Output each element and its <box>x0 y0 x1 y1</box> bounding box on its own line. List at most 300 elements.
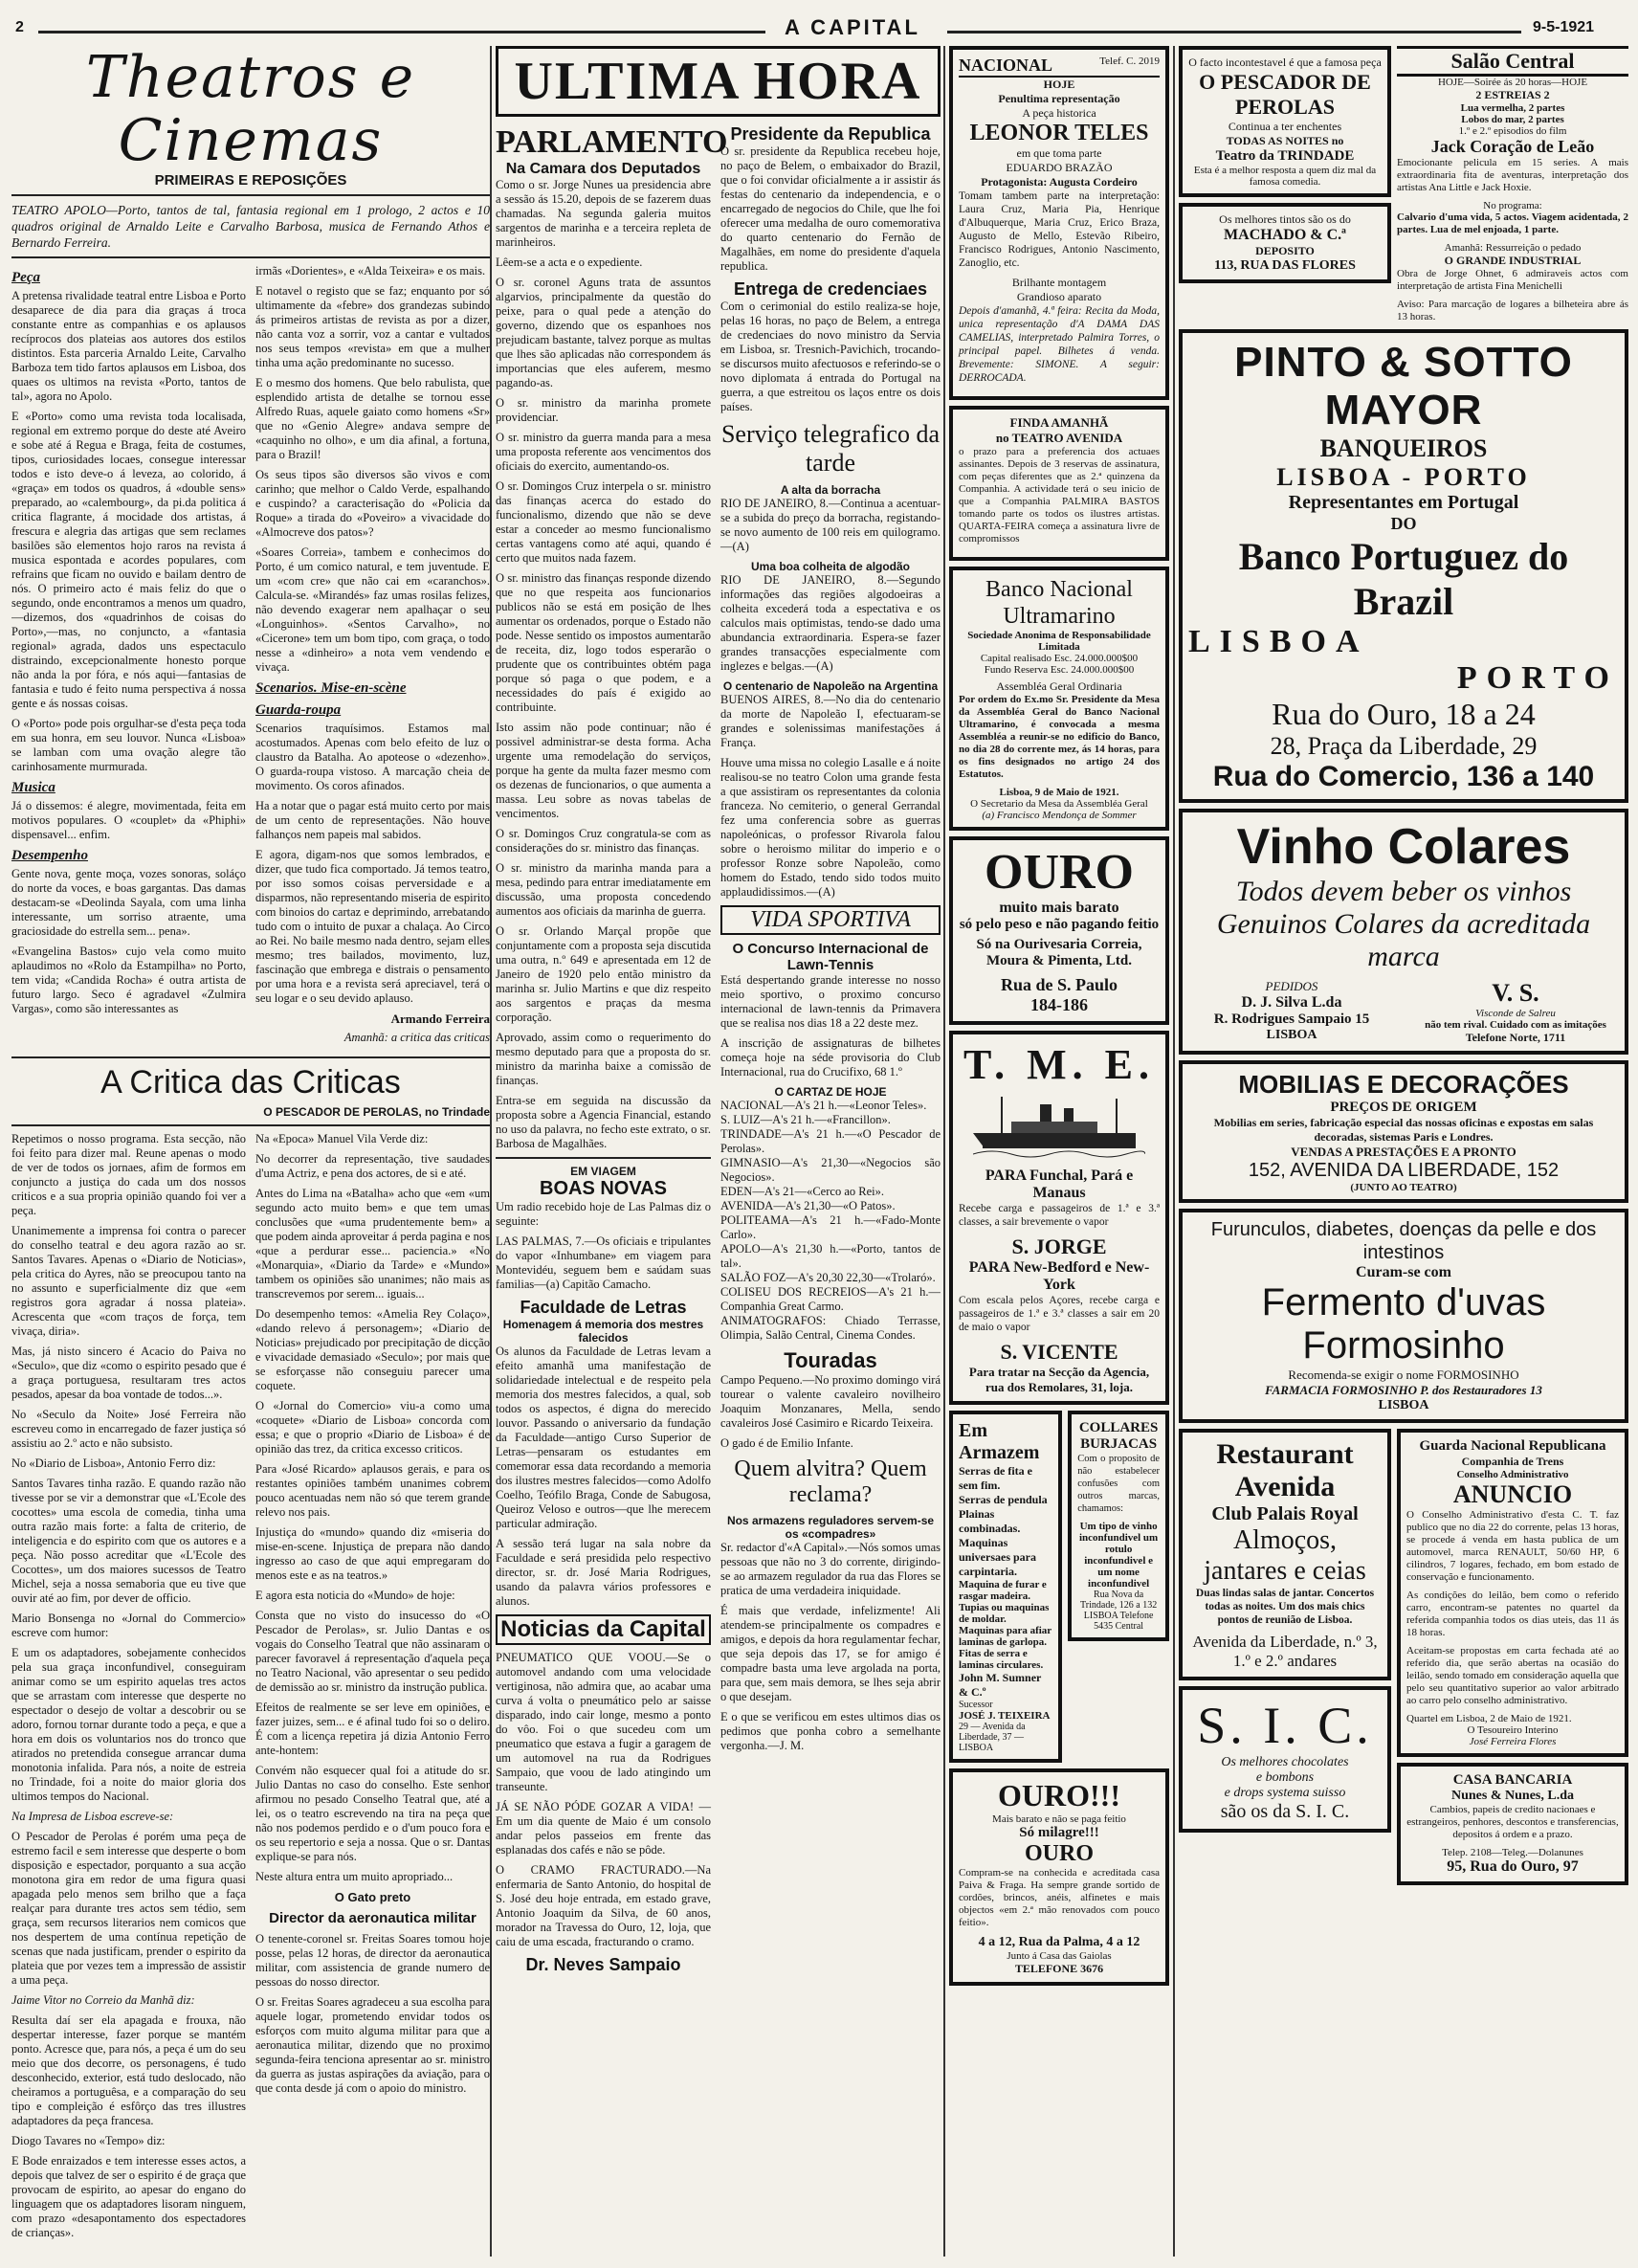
paragraph: JÁ SE NÃO PÓDE GOZAR A VIDA! —Em um dia quente de Maio é um consolo andar pelos passeios em frente das esplanadas dos cafés e não se pôde. <box>496 1800 711 1857</box>
paragraph: Um radio recebido hoje de Las Palmas diz o seguinte: <box>496 1200 711 1228</box>
subhead-viagem: EM VIAGEM <box>570 1165 636 1178</box>
subhead-algodao: Uma boa colheita de algodão <box>750 560 911 573</box>
ad-line: Rua Nova da Trindade, 126 a 132 <box>1080 1590 1158 1611</box>
ad-line: PEDIDOS <box>1265 979 1318 993</box>
ad-line: CASA BANCARIA <box>1452 1772 1573 1788</box>
entrega-title: Entrega de credenciaes <box>733 279 928 299</box>
ad-line: PORTO <box>1456 660 1619 696</box>
ad-line: OURO <box>1025 1841 1094 1866</box>
paragraph: E o mesmo dos homens. Que belo rabulista, que esplendido artista de detalhe se tornou esse Alfredo Ruas, aquele gaiato como homens «Sr» que no «Genio Alegre» andava sempre de «caquinho no olho», e um dia afinal, a fortuna, para o Brazil! <box>255 376 490 461</box>
paragraph: Campo Pequeno.—No proximo domingo virá tourear o valente cavaleiro novilheiro Joaquim Monzanares, Mella, sendo cavaleiros José Casimiro e Ricardo Teixeira. <box>720 1373 941 1430</box>
paragraph: LAS PALMAS, 7.—Os oficiais e tripulantes do vapor «Inhumbane» em viagem para Montevidéu, seguem bem e saúdam suas familias—(a) Capitão Camacho. <box>496 1234 711 1291</box>
ad-line: Avenida da Liberdade, n.º 3, 1.º e 2.º andares <box>1192 1633 1378 1670</box>
ad-line: muito mais barato <box>999 900 1119 916</box>
cartaz-item: ANIMATOGRAFOS: Chiado Terrasse, Olimpia, Salão Central, Cinema Condes. <box>720 1314 941 1342</box>
ad-line: Avenida <box>1234 1471 1336 1502</box>
paragraph: Gente nova, gente moça, vozes sonoras, soláço do norte da voces, e boas gargantas. Das damas destacam-se «Deolinda Sayala, com uma linha interessante, um sorriso atraente, uma graciosidade do estrella sem... pena». <box>11 867 246 938</box>
ad-line: John M. Sumner & C.º <box>959 1671 1042 1699</box>
ad-text: Aceitam-se propostas em carta fechada até ao referido dia, que serão abertas na ocasião do leilão, sendo tomado em consideração aquella que pelo seu quantitativo superior ao valor arbitrado ao carro pelo conselho administrativo. <box>1406 1645 1619 1706</box>
ad-title: Vinho Colares <box>1236 819 1571 875</box>
ultima-hora-title: ULTIMA HORA <box>496 46 941 117</box>
ad-title: COLLARES BURJACAS <box>1078 1420 1159 1452</box>
ad-line: Club Palais Royal <box>1211 1503 1359 1524</box>
cartaz-item: COLISEU DOS RECREIOS—A's 21 h.—Companhia Great Carmo. <box>720 1285 941 1313</box>
paragraph: O Pescador de Perolas é porém uma peça de estremo facil e sem interesse que desperte o bom disposição e espectador, porquanto a sua acção monotona gira em redor de uma figura quasi apagada pelo menos sem brilho que a faça realçar para durante tres actos sem tédio, sem graça, sem recursos literarios nem comicos que nos despertem de uma contínua repetição de scenas que nada justificam, prender o espirito da plateia que por vezes tem a impressão de assistir a uma peça. <box>11 1830 246 1987</box>
paragraph: Neste altura entra um muito apropriado... <box>255 1870 454 1883</box>
paragraph: Como o sr. Jorge Nunes ua presidencia abre a sessão ás 15.20, depois de se fazerem duas chamadas. Na segunda galeria muitos sargentos de marinha e a terceira repleta de marinheiros. <box>496 178 711 249</box>
critica-title: A Critica das Criticas <box>100 1064 401 1101</box>
ad-text: Obra de Jorge Ohnet, 6 admiraveis actos com interpretação de artista Fina Menichelli <box>1397 268 1628 292</box>
ad-line: Sociedade Anonima de Responsabilidade Limitada <box>967 630 1151 653</box>
ad-line: Telefone Norte, 1711 <box>1465 1031 1566 1044</box>
paragraph: No decorrer da representação, tive saudades d'uma Actriz, e pena dos actores, de si e até. <box>255 1152 490 1180</box>
paragraph: «Evangelina Bastos» cujo vela como muito aplaudimos no «Rolo da Estampilha» no Porto, tem vida; «Candida Rocha» é outra artista de futuro largo. Seco é agradavel «Zulmira Vargas», como são interessantes as <box>11 945 246 1015</box>
banco-ultramarino-ad <box>949 567 1169 831</box>
ad-line: Teatro da TRINDADE <box>1215 148 1355 164</box>
ouro-ad-2 <box>949 1768 1169 1986</box>
ad-line: DEPOSITO <box>1255 244 1315 257</box>
ad-slogan: Todos devem beber os vinhos Genuinos Colares da acreditada marca <box>1216 876 1591 972</box>
ad-line: EDUARDO BRAZÃO <box>1006 161 1113 174</box>
paragraph: Jaime Vitor no Correio da Manhã diz: <box>11 1993 195 2007</box>
ad-signature: (a) Francisco Mendonça de Sommer <box>982 810 1137 821</box>
ad-line: Só milagre!!! <box>1019 1825 1099 1840</box>
paragraph: O «Porto» pode pois orgulhar-se d'esta peça toda em sua honra, em seu louvor. Nunca «Lisboa» se lamban com uma ovação alegre tão carinhosamente murmurada. <box>11 717 246 773</box>
ad-line: Rua do Comercio, 136 a 140 <box>1212 761 1595 792</box>
subhead-desempenho: Desempenho <box>11 848 88 863</box>
ad-title: Fermento d'uvas Formosinho <box>1261 1281 1546 1367</box>
issue-date: 9-5-1921 <box>1533 19 1595 35</box>
cartaz-item: NACIONAL—A's 21 h.—«Leonor Teles». <box>720 1099 927 1112</box>
ad-line: Visconde de Salreu <box>1475 1008 1556 1019</box>
em-armazem-ad <box>949 1411 1062 1763</box>
ad-line: Representantes em Portugal <box>1288 492 1519 513</box>
critica-col-2 <box>255 1132 490 2246</box>
ad-text: o prazo para a preferencia dos actuaes assinantes. Depois de 3 reservas de assinatura, com peças diferentes que as 2.ª quinzena da Companhia. A actividade terá o seu inicio de que a Companhia PALMIRA BASTOS tomando parte os todos os ilustres artistas. QUARTA-FEIRA começa a assinatura livre de compromissos <box>959 446 1160 545</box>
subhead-guarda-roupa: Guarda-roupa <box>255 702 342 718</box>
ouro-ad-1 <box>949 836 1169 1025</box>
ad-line: Mobilias em series, fabricação especial das nossas oficinas e expostas em salas decoradas, sistemas Paris e Londres. <box>1213 1116 1594 1144</box>
ad-line: PARA New-Bedford e New-York <box>968 1259 1150 1293</box>
ad-title: Em Armazem <box>959 1420 1040 1463</box>
section-subtitle: PRIMEIRAS E REPOSIÇÕES <box>154 172 347 189</box>
paragraph: Santos Tavares tinha razão. E quando razão não tivesse por se vir a demonstrar que «L'Ecole des cocottes» uma escola de comedia, tinha uma outra razão mais forte: a falta de criterio, de inteligencia e do espirito com que os autores e a peça. Não posso acreditar que «L'Ecole des Cocottes», um dos maiores sucessos de Teatro Michel, seja a nossa semaboria que eu tive que ouvir até ao fim, por dever de officio. <box>11 1477 246 1605</box>
ad-line: Penultima representação <box>998 92 1120 105</box>
theatre-section <box>11 46 490 2257</box>
paragraph: O sr. presidente da Republica recebeu hoje, no paço de Belem, o embaixador do Brazil, que o foi convidar oficialmente a ir assistir ás festas do centenario da independencia, e o encarregado de negocios do Chile, que lhe foi oferecer uma medalha de ouro comemorativa do quarto centenario do Fernão de Magalhães, em nome do presidente d'aquela republica. <box>720 145 941 273</box>
ad-line: Os melhores tintos são os do <box>1219 212 1351 226</box>
paragraph: O gado é de Emilio Infante. <box>720 1436 853 1450</box>
ad-line: LISBOA - PORTO <box>1276 463 1531 491</box>
ads-column-5 <box>949 46 1169 2257</box>
tme-shipping-ad <box>949 1031 1169 1405</box>
ad-line: 113, RUA DAS FLORES <box>1214 258 1356 273</box>
ad-line: Sucessor <box>959 1700 993 1710</box>
ad-line: O facto incontestavel é que a famosa peça <box>1188 56 1382 69</box>
paragraph: Na «Epoca» Manuel Vila Verde diz: <box>255 1132 429 1145</box>
paragraph: Sr. redactor d'«A Capital».—Nós somos umas pessoas que não no 3 do corrente, dirigindo-se ao armazem regulador da rua das Flores se pratica de uma verdadeira iniquidade. <box>720 1541 941 1597</box>
column-divider <box>1173 46 1175 2257</box>
cartaz-title: O CARTAZ DE HOJE <box>774 1085 887 1099</box>
ship-name: S. VICENTE <box>1000 1340 1118 1364</box>
ad-title: OURO!!! <box>998 1778 1120 1812</box>
paragraph: Consta que no visto do insucesso do «O Pescador de Perolas», sr. Julio Dantas e os vogais do Conselho Teatral que não assinaram o parecer favoravel á representação d'aquela peça no Teatro Nacional, vão apresentar o seu pedido de demissão ao sr. ministro da instrução publica. <box>255 1609 490 1694</box>
paragraph: E agora esta noticia do «Mundo» de hoje: <box>255 1589 455 1602</box>
ad-line: Para tratar na Secção da Agencia, rua dos Remolares, 31, loja. <box>968 1365 1150 1394</box>
ad-line: Quartel em Lisboa, 2 de Maio de 1921. <box>1406 1713 1572 1724</box>
ad-line: PREÇOS DE ORIGEM <box>1330 1100 1477 1115</box>
director-title: Director da aeronautica militar <box>269 1910 476 1926</box>
ad-line: Maquina de furar e rasgar madeira. <box>959 1579 1047 1602</box>
ultima-hora-section <box>496 46 941 2257</box>
cartaz-item: POLITEAMA—A's 21 h.—«Fado-Monte Carlo». <box>720 1213 941 1241</box>
paragraph: É mais que verdade, infelizmente! Ali atendem-se principalmente os compadres e amigos, e depois da hora regulamentar fechar, que seja depois das 17, se for amigo é compadre basta uma leve argolada na porta, para que, sem mais demora, se lhes seja abrir o que desejam. <box>720 1604 941 1703</box>
ad-line: A peça historica <box>1022 106 1096 120</box>
vinho-colares-ad <box>1179 809 1628 1055</box>
ad-title: Salão Central <box>1397 46 1628 77</box>
ad-line: LISBOA <box>1188 624 1369 659</box>
paragraph: O sr. Orlando Marçal propõe que conjuntamente com a proposta seja discutida uma outra, n.º 649 e apresentada em 12 de Janeiro de 1920 pelo então ministro da marinha sr. Julio Martins e que diz respeito aos sargentos e praças da mesma corporação. <box>496 924 711 1024</box>
subhead-scenarios: Scenarios. Mise-en-scène <box>255 680 407 696</box>
column-divider <box>943 46 945 2257</box>
ad-line: Protagonista: Augusta Cordeiro <box>981 175 1138 189</box>
ad-text: Recebe carga e passageiros de 1.ª e 3.ª classes, a sair brevemente o vapor <box>959 1203 1160 1228</box>
paragraph: PNEUMATICO QUE VOOU.—Se o automovel andando com uma velocidade vertiginosa, não admira que, ao acabar uma curva á volta o pneumático pelo ar saisse disparado, indo cair longe, mesmo a ponto do vôo. Foi o que sucedeu com um pneumatico que estava a fugir a garagem de um automovel na rua da Rodrigues Sampaio, que voou de lado atingindo um transeunte. <box>496 1651 711 1793</box>
subhead-napoleao: O centenario de Napoleão na Argentina <box>722 679 939 693</box>
ad-text: Aviso: Para marcação de logares a bilheteira abre ás 13 horas. <box>1397 299 1628 322</box>
paragraph: O sr. ministro da guerra manda para a mesa uma proposta referente aos vencimentos dos oficiais do exercito, aumentando-os. <box>496 431 711 473</box>
ad-line: V. S. <box>1492 979 1539 1007</box>
ad-line: VENDAS A PRESTAÇÕES E A PRONTO <box>1291 1145 1516 1159</box>
ad-line: PARA Funchal, Pará e Manaus <box>985 1167 1134 1201</box>
paragraph: Do desempenho temos: «Amelia Rey Colaço», «dando relevo á personagem»; «Diario de Noticias» prejudicado por precipitação de dicção e vivacidade demasiado «Seculo»; por mais que se esforçasse não conseguiu parecer uma coquete. <box>255 1307 490 1392</box>
cartaz-item: APOLO—A's 21,30 h.—«Porto, tantos de tal». <box>720 1242 941 1270</box>
ad-line: Almoços, jantares e ceias <box>1204 1525 1366 1586</box>
ad-text: Emocionante pelicula em 15 series. A mais extraordinaria fita de aventuras, interpretação dos artistas Ana Little e Jack Hoxie. <box>1397 157 1628 193</box>
paragraph: O «Jornal do Comercio» viu-a como uma «coquete» «Diario de Lisboa» concorda com essa; e que o proprio «Diario de Lisboa» é de opinião das trez, da critica excesso criticos. <box>255 1399 490 1456</box>
ad-line: no TEATRO AVENIDA <box>995 431 1123 445</box>
header-rule-right <box>947 31 1521 33</box>
ad-line: Companhia de Trens <box>1461 1455 1564 1468</box>
review-col-1 <box>11 264 246 1051</box>
ad-line: Tupias ou maquinas de moldar. <box>959 1602 1050 1625</box>
ad-title: ANUNCIO <box>1452 1480 1573 1508</box>
ad-line: Furunculos, diabetes, doenças da pelle e dos intestinos <box>1210 1219 1597 1263</box>
ad-line: 1.º e 2.º episodios do film <box>1458 125 1567 137</box>
concurso-title: O Concurso Internacional de Lawn-Tennis <box>732 941 929 973</box>
quem-alvitra-subtitle: Nos armazens reguladores servem-se os «compadres» <box>726 1514 935 1541</box>
ad-line: em que toma parte <box>1016 146 1102 160</box>
ad-text: Cambios, papeis de credito nacionaes e estrangeiros, penhores, descontos e transferencias, depositos á ordem e a prazo. <box>1406 1804 1619 1840</box>
ad-text: Duas lindas salas de jantar. Concertos todas as noites. Um dos mais chics pontos de reunião de Lisboa. <box>1195 1588 1375 1626</box>
paragraph: O sr. Freitas Soares agradeceu a sua escolha para aquele logar, prometendo envidar todos os esforços com muito alguma militar para que a aeronautica militar, dizendo que no proximo segunda-feira tenciona apresentar ao sr. ministro da guerra as justas aspirações da aviação, para o que conta desde já com o apoio do ministro. <box>255 1995 490 2095</box>
paragraph: «Soares Correia», tambem e conhecimos do Porto, é um comico natural, e tem juventude. E um «com cre» que não cai em «caranchos». Calcula-se. «Mirandés» faz umas rosilas felizes, não devendo exagerar nem apalhaçar o seu «Longuinhos». «Sentos Carvalho», no «Cicerone» tem um bom tipo, com graça, o todo nesse a «dinheiro» a nota vem vendendo e vivaça. <box>255 545 490 674</box>
ad-title: MACHADO & C.ª <box>1224 227 1346 243</box>
ad-title: MOBILIAS E DECORAÇÕES <box>1238 1070 1569 1099</box>
noticias-title: Noticias da Capital <box>496 1614 711 1645</box>
paragraph: O tenente-coronel sr. Freitas Soares tomou hoje posse, pelas 12 horas, de director da aeronautica militar, com assistencia de grande numero de pessoas do nosso director. <box>255 1932 490 1989</box>
ad-line: Amanhã: Ressurreição o pedado <box>1444 242 1582 254</box>
ad-line: (JUNTO AO TEATRO) <box>1350 1182 1457 1193</box>
ad-line: Assembléa Geral Ordinaria <box>996 679 1122 693</box>
paragraph: BUENOS AIRES, 8.—No dia do centenario da morte de Napoleão I, efectuaram-se grandes e solenissimas manifestações á França. <box>720 693 941 749</box>
ad-line: Jack Coração de Leão <box>1430 137 1595 156</box>
ad-line: Conselho Administrativo <box>1456 1469 1569 1480</box>
paragraph: E um os adaptadores, sobejamente conhecidos pela sua graça inconfundivel, conseguiram animar como se um espirito aquelas tres actos que se arrastam com interesse que desperte no espectador o desejo de voltar a descobrir ou se adoro, fornou tornar durante todo a peça, e que a hora em dois os voluntarios nos do tronco que atirados no pretendida consegue arrancar duma monotonia infalida. Para nós, a noite de estreia no Trindade, foi a noite do maior gloria dos ultimos tempos do Nacional. <box>11 1646 246 1803</box>
ad-text: Calvario d'uma vida, 5 actos. Viagem acidentada, 2 partes. Lua de mel enjoada, 1 parte. <box>1397 211 1628 235</box>
paragraph: O sr. ministro da marinha manda para a mesa, pedindo para entrar imediatamente em discussão, uma proposta concedendo aumentos aos oficiais da marinha de guerra. <box>496 861 711 918</box>
paragraph: A sessão terá lugar na sala nobre da Faculdade e será presidida pelo respectivo director, sr. dr. José Maria Rodrigues, usando da palavra vários professores e alunos. <box>496 1537 711 1608</box>
ad-line: Lisboa, 9 de Maio de 1921. <box>999 787 1119 798</box>
paragraph: E o que se verificou em estes ultimos dias os pedimos que ponha cobro a semelhante vergonha.—J. M. <box>720 1710 941 1752</box>
ad-line: O Secretario da Mesa da Assembléa Geral <box>970 798 1148 810</box>
ad-line: FINDA AMANHÃ <box>1009 415 1109 430</box>
ad-signature: José Ferreira Flores <box>1469 1736 1557 1747</box>
sic-chocolates-ad <box>1179 1686 1391 1833</box>
ad-title: T. M. E. <box>963 1041 1155 1088</box>
ad-line: LISBOA Telefone 5435 Central <box>1083 1611 1154 1632</box>
paragraph: Mas, já nisto sincero é Acacio do Paiva no «Seculo», que diz «como o espirito pesado que é a graça portuguesa, resultaram tres actos pesados, apesar da boa vontade de todos...». <box>11 1345 246 1401</box>
ad-line: e drops systema suisso <box>1224 1786 1346 1800</box>
cartaz-item: EDEN—A's 21—«Cerco ao Rei». <box>720 1185 884 1198</box>
paragraph: O sr. Domingos Cruz interpela o sr. ministro das finanças acerca do estado do funcionalismo, dizendo que não se deve estar a conceder ao mesmo funcionalismo certas vantagens como até aqui, quando é certo que muitos nada fazem. <box>496 479 711 565</box>
paragraph: RIO DE JANEIRO, 8.—Segundo informações das regiões algodoeiras a colheita excederá toda a espectativa e os calculos mais optimistas, tendo-se dado uma abundancia extraordinaria. Espera-se fazer grandes transacções especialmente com inglezes e belgas.—(A) <box>720 573 941 673</box>
ad-line: HOJE <box>1043 78 1075 91</box>
paragraph: O sr. ministro da marinha promete providenciar. <box>496 396 711 424</box>
paragraph: Injustiça do «mundo» quando diz «miseria do mise-en-scene. Injustiça de prepara não dando ingresso ao caso de que aqui empregaram do menos este e as na teatros.» <box>255 1525 490 1582</box>
ad-line: Guarda Nacional Republicana <box>1419 1438 1606 1454</box>
masthead: A CAPITAL <box>785 15 920 39</box>
paragraph: E «Porto» como uma revista toda localisada, regional em extremo porque do deste até Aveiro e sobe até á Regua e Braga, feita de costumes, tipos, curiosidades locaes, consegue interessar todos e isto deve-o á leveza, ao colorido, á «graça» em todos os quadros, á «double sens» preparado, ao «calembourg», da pi.da politica á critica flagrante, á mocidade dos artistas, á frescura e alegria das artigas que sem reclames basilões são elementos hojo raros na revista á musica espontada e acordes populares, com refrains que ficam no ouvido e bailam dentro de nós. O primeiro acto é mais feliz do que o segundo, onde encontramos a menos um quadro,—dizemos, dos «quadrinhos de coisas do Porto»,—mas, no conjuncto, a «fantasia regional» agrada, dados uns espectaculo distraindo, excepcionalmente honesto porque não anda la por fóra, e nós aqui—fantasias de fantasia e tudo é feito numa perspectiva á nossa gente e ás nossas coisas. <box>11 410 246 710</box>
ad-line: 2 ESTREIAS 2 <box>1475 88 1550 101</box>
ultima-col-1 <box>496 124 728 1975</box>
paragraph: Scenarios traquísimos. Estamos mal acostumados. Apenas com belo efeito de luz o claustro da Batalha. Ao apoteose o «dezenho». O guarda-roupa vistoso. A marcação cheia de movimento. Os coros afinados. <box>255 722 490 792</box>
paragraph: E Bode enraizados e tem interesse esses actos, a depois que talvez de ser o espirito é de graça que provocam de espirito, ao apesar do engano do linguagem que os adaptadores lisoram ninguem, com prazo «desapontamento dos espectadores de crianças». <box>11 2154 246 2239</box>
subhead-borracha: A alta da borracha <box>780 483 881 497</box>
pinto-sotto-mayor-ad <box>1179 329 1628 803</box>
boas-novas-title: BOAS NOVAS <box>540 1178 667 1199</box>
ad-line: Grandioso aparato <box>1016 290 1102 303</box>
critica-col-1 <box>11 1132 246 2246</box>
paragraph: Os alunos da Faculdade de Letras levam a efeito amanhã uma manifestação de solidariedade intelectual e de respeito pela memoria dos mestres falecidos, a qual, sob todos os aspectos, é digna do merecido louvor. Passando o aniversario da fundação da Faculdade—antigo Curso Superior de Letras—pensaram os estudantes em comemorar essa data recordando a memoria dos ilustres mestres falecidos—como Adolfo Coelho, Teófilo Braga, Conde de Sabugosa, Queiroz Veloso e outros—que lhe merecem particular admiração. <box>496 1345 711 1530</box>
paragraph: Aprovado, assim como o requerimento do mesmo deputado para que a proposta do sr. ministro da marinha baixe a comissão de finanças. <box>496 1031 711 1087</box>
ad-line: Fitas de serra e laminas circulares. <box>959 1648 1044 1671</box>
ad-line: Lua vermelha, 2 partes <box>1460 102 1565 114</box>
ad-line: TELEFONE 3676 <box>1014 1962 1104 1975</box>
paragraph: Lêem-se a acta e o expediente. <box>496 256 643 269</box>
page-header <box>0 13 1638 42</box>
ad-line: e bombons <box>1255 1770 1315 1785</box>
paragraph: RIO DE JANEIRO, 8.—Continua a acentuar-se a subida do preço da borracha, registando-se novo aumento de 100 reis em quilogramo.—(A) <box>720 497 941 553</box>
formosinho-ad <box>1179 1209 1628 1423</box>
critica-subtitle: O PESCADOR DE PEROLAS, no Trindade <box>263 1105 490 1119</box>
ad-line: Nunes & Nunes, L.da <box>1451 1789 1574 1803</box>
ad-line: TODAS AS NOITES no <box>1226 134 1344 147</box>
paragraph: Resulta daí ser ela apagada e frouxa, não despertar interesse, fazer porque se mantém ponto. Acresce que, para nós, a peça é um do seu meio que dos decorre, os personagens, é tudo desconhecido, exterior, está tudo deslocado, não cheiramos a portuguêsa, e a comparação do seu tipo e compleição é esfôrço das tres illustres adaptadores da peça francesa. <box>11 2013 246 2127</box>
ad-line: 28, Praça da Liberdade, 29 <box>1270 732 1538 760</box>
ad-title: S. I. C. <box>1197 1697 1373 1754</box>
mobilias-ad <box>1179 1060 1628 1203</box>
machado-wine-ad <box>1179 203 1391 283</box>
ad-line: BANQUEIROS <box>1319 434 1488 462</box>
paragraph: Entra-se em seguida na discussão da proposta sobre a Agencia Financial, estando no uso da palavra, no fecho este extrato, o sr. Barbosa de Magalhães. <box>496 1094 711 1150</box>
ad-line: Mais barato e não se paga feitio <box>992 1813 1126 1825</box>
paragraph: Na Impresa de Lisboa escreve-se: <box>11 1810 174 1823</box>
ad-line: HOJE—Soirée ás 20 horas—HOJE <box>1437 77 1588 88</box>
ad-line: Serras de fita e sem fim. <box>959 1464 1032 1492</box>
subhead-musica: Musica <box>11 780 55 795</box>
cartaz-item: SALÃO FOZ—A's 20,30 22,30—«Trolaró». <box>720 1271 936 1284</box>
collares-ad <box>1068 1411 1169 1641</box>
vida-sportiva-title: VIDA SPORTIVA <box>720 905 941 935</box>
cartaz-list <box>720 1099 941 1343</box>
ad-line: 184-186 <box>1030 995 1088 1014</box>
ad-title: PINTO & SOTTO MAYOR <box>1234 339 1573 434</box>
ad-text: Com o proposito de não estabelecer confusões com outros marcas, chamamos: <box>1077 1454 1160 1514</box>
telegrafico-title: Serviço telegrafico da tarde <box>720 420 941 477</box>
paragraph: Antes do Lima na «Batalha» acho que «em «um segundo acto muito bem» e que tem umas conclusões que «uma prudentemente bem» a que podem ainda aproveitar á perda pagina e nos «que a perdurar esse... paciencia.» «No «Monarquia», «Diario da Tarde» e «Mundo» tambem os opiniões são unanimes; não mais as transcrevemos por serem... iguais... <box>255 1187 490 1301</box>
ads-columns-6-7 <box>1179 46 1628 2257</box>
ad-line: Capital realisado Esc. 24.000.000$00 <box>980 653 1139 664</box>
guarda-nacional-ad <box>1397 1429 1628 1757</box>
dr-neves-ad: Dr. Neves Sampaio <box>525 1955 681 1974</box>
ad-line: Telep. 2108—Teleg.—Dolanunes <box>1442 1847 1583 1858</box>
cartaz-item: AVENIDA—A's 21,30—«O Patos». <box>720 1199 896 1212</box>
paragraph: Com o cerimonial do estilo realiza-se hoje, pelas 16 horas, no paço de Belem, a entrega de credenciaes do novo ministro da Servia em Lisboa, sr. Tresnich-Pavichich, trocando-se discursos muito afectuosos e referindo-se o novo diplomata á entrada do Portugal na guerra, a que estreitou os laços entre os dois países. <box>720 300 941 413</box>
ad-line: Continua a ter enchentes <box>1228 120 1342 133</box>
ad-line: Banco Portuguez do Brazil <box>1238 535 1569 623</box>
header-rule-left <box>38 31 765 33</box>
paragraph: Diogo Tavares no «Tempo» diz: <box>11 2134 166 2147</box>
ad-text: Com escala pelos Açores, recebe carga e passageiros de 1.ª e 3.ª classes a sair em 20 de maio o vapor <box>959 1295 1160 1333</box>
cartaz-item: TRINDADE—A's 21 h.—«O Pescador de Perolas». <box>720 1127 941 1155</box>
paragraph: Efeitos de realmente se ser leve em opiniões, e fazer juizes, sem... e é afinal tudo foi so o deliro. É com a licença repetira já dizia Antonio Ferro ante-hontem: <box>255 1701 490 1757</box>
paragraph: O sr. Domingos Cruz congratula-se com as considerações do sr. ministro das finanças. <box>496 827 711 855</box>
steamship-icon <box>973 1095 1145 1162</box>
ad-line: são os da S. I. C. <box>1220 1801 1350 1822</box>
signature: Armando Ferreira <box>390 1012 490 1026</box>
ad-title: OURO <box>985 845 1134 900</box>
quem-alvitra-title: Quem alvitra? Quem reclama? <box>734 1456 927 1507</box>
paragraph: Convém não esquecer qual foi a atitude do sr. Julio Dantas no caso do conselho. Este senhor afirmou no pesado Conselho Teatral que, até a lei, os o teatro escrevendo na tira na peça que não nos podemos perdido e o d'um pouco fora e os seu repertorio e seja a nossa. Que o sr. Dantas explique-se para nós. <box>255 1764 490 1863</box>
cartaz-item: S. LUIZ—A's 21 h.—«Francillon». <box>720 1113 891 1126</box>
ship-name: S. JORGE <box>1011 1234 1107 1258</box>
ad-line: Junto á Casa das Gaiolas <box>1007 1950 1112 1962</box>
ad-line: 29 — Avenida da Liberdade, 37 — LISBOA <box>959 1722 1026 1753</box>
paragraph: Já o dissemos: é alegre, movimentada, feita em motivos populares. O «couplet» da «Phiphi» dispensavel... enfim. <box>11 799 246 841</box>
ad-line: Os melhores chocolates <box>1221 1755 1349 1769</box>
ad-line: Lobos do mar, 2 partes <box>1461 114 1564 125</box>
paragraph: Ha a notar que o pagar está muito certo por mais de um cento de representações. Não houve falhanços nem papeis mal sabidos. <box>255 799 490 841</box>
ad-line: Brilhante montagem <box>1011 276 1107 289</box>
ultima-col-2 <box>720 124 941 1975</box>
ad-line: O GRANDE INDUSTRIAL <box>1444 254 1582 267</box>
paragraph: A pretensa rivalidade teatral entre Lisboa e Porto desaparece de dia para dia graças á troca constante entre as companhias e os aplausos recíprocos dos plateias aos autores dos estilos distintos. Esta parceria Arnaldo Leite, Carvalho Barboza tem tido fartos aplausos em Lisboa, dos quaes os ultimos na revista «Porto, tantos de tal», agora no Apolo. <box>11 289 246 403</box>
section-title: Theatros e Cinemas <box>85 46 416 174</box>
review-col-2 <box>255 264 490 1051</box>
salao-central-ad <box>1397 46 1628 329</box>
paragraph: Repetimos o nosso programa. Esta secção, não foi feito para dizer mal. Reune apenas o modo de ver de todos os jornaes, afim de formos em conjuncto a justiça do cada um dos nossos criticos e a sua propria opinião quando foi ver a peça. <box>11 1132 246 1217</box>
ad-text: As condições do leilão, bem como o referido carro, encontram-se patentes no quartel da referida companhia todos os dias uteis, das 11 ás 18 horas. <box>1406 1590 1619 1638</box>
paragraph: Os seus tipos são diversos são vivos e com carinho; que melhor o Caldo Verde, espalhando e cuspindo? a caracterisação do «Policia da Roque» a tirada do «Poveiro» a vivacidade do «Almocreve dos patos»? <box>255 468 490 539</box>
ad-line: O Tesoureiro Interino <box>1467 1724 1559 1736</box>
faculdade-title: Faculdade de Letras <box>520 1298 687 1317</box>
ad-text: Por ordem do Ex.mo Sr. Presidente da Mesa da Assembléa Geral do Banco Nacional Ultramarino, é convocada a mesma Assembléa a reunir-se no edificio do Banco, no dia 28 do corrente mez, ás 14 horas, para os fins designados no artigo 24 dos Estatutos. <box>959 694 1160 780</box>
ad-line: 95, Rua do Ouro, 97 <box>1447 1858 1579 1875</box>
ad-title: O PESCADOR DE PEROLAS <box>1199 70 1371 119</box>
ad-line: LISBOA <box>1378 1398 1429 1412</box>
ad-line: JOSÉ J. TEIXEIRA <box>959 1710 1051 1722</box>
paragraph: No «Diario de Lisboa», Antonio Ferro diz: <box>11 1456 216 1470</box>
ad-text: O Conselho Administrativo d'esta C. T. faz publico que no dia 22 do corrente, pelas 13 horas, se procede á venda em hasta publica de um automovel, marca RENAULT, 50/60 HP, 6 cilindros, 7 logares, fechado, em bom estado de conservação e funcionamento. <box>1406 1509 1619 1583</box>
page-number: 2 <box>15 19 24 35</box>
pescador-perolas-ad <box>1179 46 1391 197</box>
paragraph: Houve uma missa no colegio Lasalle e á noite realisou-se no teatro Colon uma grande festa a que assistiram os representantes da colonia franceza. No cemiterio, o general Gerrandal fez uma conferencia sobre as guerras napoleónicas, o professor Rivarola falou sobre o heroismo militar do imperio e o professor Ronze sobre Napoleão, como homem do Estado, tendo sido todos muito applaudidissimos.—(A) <box>720 756 941 899</box>
paragraph: No «Seculo da Noite» José Ferreira não escreveu como in encarregado de fazer justiça só assistiu ao 2.º acto e não subsisto. <box>11 1408 246 1450</box>
parlamento-title: PARLAMENTO <box>496 124 728 160</box>
ad-line: Fundo Reserva Esc. 24.000.000$00 <box>984 664 1135 676</box>
paragraph: E agora, digam-nos que somos lembrados, e dizer, que tudo fica comportado. Já temos teatro, por isso somos coisas perversidade e a disparmos, não representando miseria de espirito com binoios do cartaz e deprimindo, arrebatando tudo com o intuito de puxar a chalaça. Ao Circo ao Rei. No baile mesmo nada dentro, sejam elles mesmo; tres bailados, movimento, luz, fascinação que embrega e distrais o pensamento por uma hora e a revista será apreciavel, terá o seu logar e o seu devido aplauso. <box>255 848 490 1005</box>
ad-line: Serras de pendula Plainas combinadas. <box>959 1493 1048 1535</box>
paragraph: Está despertando grande interesse no nosso meio sportivo, o proximo concurso internacional de lawn-tennis da Primavera que se realisa nos dias 18 a 22 deste mez. <box>720 973 941 1030</box>
ad-line: Recomenda-se exigir o nome FORMOSINHO <box>1288 1367 1519 1382</box>
touradas-title: Touradas <box>784 1348 877 1372</box>
paragraph: Para «José Ricardo» aplausos gerais, e para os restantes opiniões também unanimes cobrem pouco acentuadas nem não só que terem grande relevo nos pais. <box>255 1462 490 1519</box>
camara-subtitle: Na Camara dos Deputados <box>505 161 701 177</box>
ad-line: 4 a 12, Rua da Palma, 4 a 12 <box>978 1935 1140 1949</box>
paragraph: Mario Bonsenga no «Jornal do Commercio» escreve com humor: <box>11 1612 246 1639</box>
ad-line: Restaurant <box>1216 1438 1354 1470</box>
nacional-theatre-ad <box>949 46 1169 400</box>
review-lead: TEATRO APOLO—Porto, tantos de tal, fantasia regional em 1 prologo, 2 actos e 10 quadros original de Arnaldo Leite e Carvalho Barbosa, musica de Fernando Athos e Bernardo Ferreira. <box>11 203 490 250</box>
subhead-gato-preto: O Gato preto <box>334 1890 411 1904</box>
casa-bancaria-ad <box>1397 1763 1628 1885</box>
ad-line: No programa: <box>1483 200 1542 211</box>
ad-cast: Tomam tambem parte na interpretação: Laura Cruz, Maria Pia, Henrique d'Albuquerque, Maria Cruz, Erico Braza, Augusto de Mello, Estevão Ribeiro, Francisco Rodrigues, Antonio Nascimento, Zanoglio, etc. <box>959 190 1160 269</box>
ad-line: Curam-se com <box>1356 1264 1451 1280</box>
ad-line: DO <box>1390 514 1417 533</box>
ad-line: Esta é a melhor resposta a quem diz mal da famosa comedia. <box>1193 165 1377 188</box>
paragraph: A inscrição de assignaturas de bilhetes começa hoje na séde provisoria do Club Internacional, rua do Crucifixo, 68 1.º <box>720 1036 941 1078</box>
finda-amanha-ad <box>949 406 1169 561</box>
column-divider <box>490 46 492 2257</box>
ad-line: Rua do Ouro, 18 a 24 <box>1272 697 1536 731</box>
ad-line: Rua de S. Paulo <box>1000 975 1118 994</box>
ad-line: só pelo peso e não pagando feitio <box>959 917 1160 932</box>
ad-title: Banco Nacional Ultramarino <box>985 577 1133 629</box>
restaurant-avenida-ad <box>1179 1429 1391 1680</box>
subhead-peca: Peça <box>11 270 40 285</box>
ad-line: 152, AVENIDA DA LIBERDADE, 152 <box>1248 1160 1560 1181</box>
ad-theatre-name: NACIONAL <box>959 56 1053 75</box>
paragraph: O sr. coronel Aguns trata de assuntos algarvios, principalmente da questão do peixe, para o qual pede a atenção do governo, dizendo que os espanhoes nos prejudicam bastante, talvez porque as multas que lhes são aplicadas não correspondem ás importancias que eles auferem, mesmo pagando-as. <box>496 276 711 389</box>
presidente-title: Presidente da Republica <box>730 124 931 144</box>
faculdade-subtitle: Homenagem á memoria dos mestres falecidos <box>502 1318 704 1345</box>
paragraph: Unanimemente a imprensa foi contra o parecer do conselho teatral e deu agora razão ao sr. Santos Tavares. Apenas o «Diario de Noticias», pela critica do Ayres, não se preocupou tanto na no assunto e superficialmente diz que «em registros gora agradar á nossa plateia». Acrescenta que «com traços de força, tem vivaça, diria». <box>11 1224 246 1338</box>
ad-play-title: LEONOR TELES <box>969 121 1149 145</box>
tomorrow-note: Amanhã: a critica das criticas <box>343 1031 490 1044</box>
ad-line: não tem rival. Cuidado com as imitações <box>1425 1019 1606 1031</box>
paragraph: O sr. ministro das finanças responde dizendo que no que respeita aos funcionarios publicos não se está em posição de lhes aumentar os ordenados, porque o Estado não pode. Nesse sentido os impostos aumentarão de receita, diz, logo todos esperarão o prudente que os contribuintes obtém paga porque só paga o que podem, e a necessidades do país é exigido ao contribuinte. <box>496 571 711 714</box>
cartaz-item: GIMNASIO—A's 21,30—«Negocios são Negocios». <box>720 1156 941 1184</box>
ad-line: Um tipo de vinho inconfundivel um rotulo inconfundivel e um nome inconfundivel <box>1079 1521 1159 1590</box>
ad-tel: Telef. C. 2019 <box>1099 56 1160 67</box>
ad-line: LISBOA <box>1266 1028 1317 1042</box>
ad-text: Compram-se na conhecida e acreditada casa Paiva & Fraga. Ha sempre grande sortido de cordões, brincos, anéis, alfinetes e mais objectos «em 2.ª mão renovados com pouco feitio». <box>959 1867 1160 1928</box>
ad-after: Depois d'amanhã, 4.ª feira: Recita da Moda, unica representação d'A DAMA DAS CAMELIAS, interpretado Palmira Torres, o principal papel. Bilhetes á venda. Brevemente: SIMONE. A seguir: DERROCADA. <box>959 305 1160 384</box>
ad-line: D. J. Silva L.da <box>1241 994 1342 1011</box>
ad-line: Só na Ourivesaria Correia, Moura & Pimenta, Ltd. <box>976 937 1142 968</box>
